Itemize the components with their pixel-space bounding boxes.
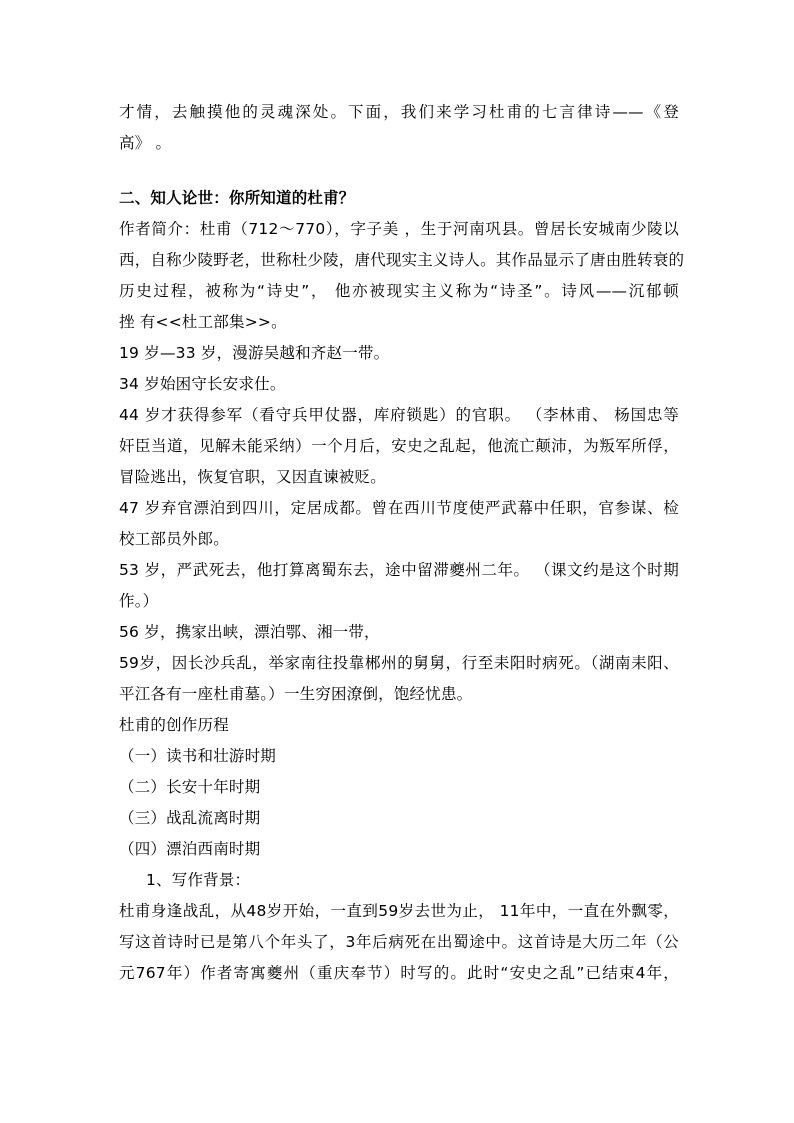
paragraph-line: 34 岁始困守长安求仕。	[119, 375, 286, 393]
paragraph-line: 高》 。	[119, 134, 172, 152]
paragraph-line: 作者简介：杜甫（712～770），字子美 ，生于河南巩县。曾居长安城南少陵以	[119, 220, 679, 238]
paragraph-line: 19 岁—33 岁，漫游吴越和齐赵一带。	[119, 344, 390, 362]
paragraph-line: 校工部员外郎。	[119, 530, 229, 548]
list-item: （一）读书和壮游时期	[119, 747, 277, 765]
paragraph-line: 奸臣当道，见解未能采纳）一个月后，安史之乱起，他流亡颠沛，为叛军所俘，	[119, 437, 679, 455]
paragraph-line: 历史过程，被称为“诗史”， 他亦被现实主义称为“诗圣”。诗风——沉郁顿	[119, 282, 679, 300]
paragraph-line: 挫 有<<杜工部集>>。	[119, 313, 287, 331]
paragraph-line: 冒险逃出，恢复官职，又因直谏被贬。	[119, 468, 386, 486]
paragraph-line: 56 岁，携家出峡，漂泊鄂、湘一带，	[119, 623, 380, 641]
paragraph-line: 作。）	[119, 592, 159, 610]
paragraph-line: 59岁，因长沙兵乱，举家南往投靠郴州的舅舅，行至耒阳时病死。（湖南耒阳、	[119, 654, 679, 672]
paragraph-line: 53 岁，严武死去，他打算离蜀东去，途中留滞夔州二年。 （课文约是这个时期	[119, 561, 679, 579]
paragraph-line: 西，自称少陵野老，世称杜少陵，唐代现实主义诗人。其作品显示了唐由胜转衰的	[119, 251, 685, 269]
paragraph-line: 47 岁弃官漂泊到四川，定居成都。曾在西川节度使严武幕中任职，官参谋、检	[119, 499, 679, 517]
paragraph-gap	[119, 159, 679, 183]
subsection-title: 杜甫的创作历程	[119, 716, 229, 734]
paragraph-line: 才情，去触摸他的灵魂深处。下面，我们来学习杜甫的七言律诗——《登	[119, 103, 679, 121]
list-item: （三）战乱流离时期	[119, 809, 261, 827]
paragraph-line: 元767年）作者寄寓夔州（重庆奉节）时写的。此时“安史之乱”已结束4年，	[119, 964, 679, 982]
paragraph-line: 平江各有一座杜甫墓。）一生穷困潦倒，饱经忧患。	[119, 685, 473, 703]
paragraph-line: 写这首诗时已是第八个年头了，3年后病死在出蜀途中。这首诗是大历二年（公	[119, 933, 679, 951]
list-item: （二）长安十年时期	[119, 778, 261, 796]
document-body	[119, 97, 685, 989]
paragraph-line: 杜甫身逢战乱，从48岁开始，一直到59岁去世为止， 11年中，一直在外飘零，	[119, 902, 679, 920]
subsection-title: 1、写作背景：	[146, 871, 251, 889]
list-item: （四）漂泊西南时期	[119, 840, 261, 858]
paragraph-line: 44 岁才获得参军（看守兵甲仗器，库府锁匙）的官职。 （李林甫、 杨国忠等	[119, 406, 679, 424]
section-heading: 二、知人论世：你所知道的杜甫？	[119, 189, 355, 207]
